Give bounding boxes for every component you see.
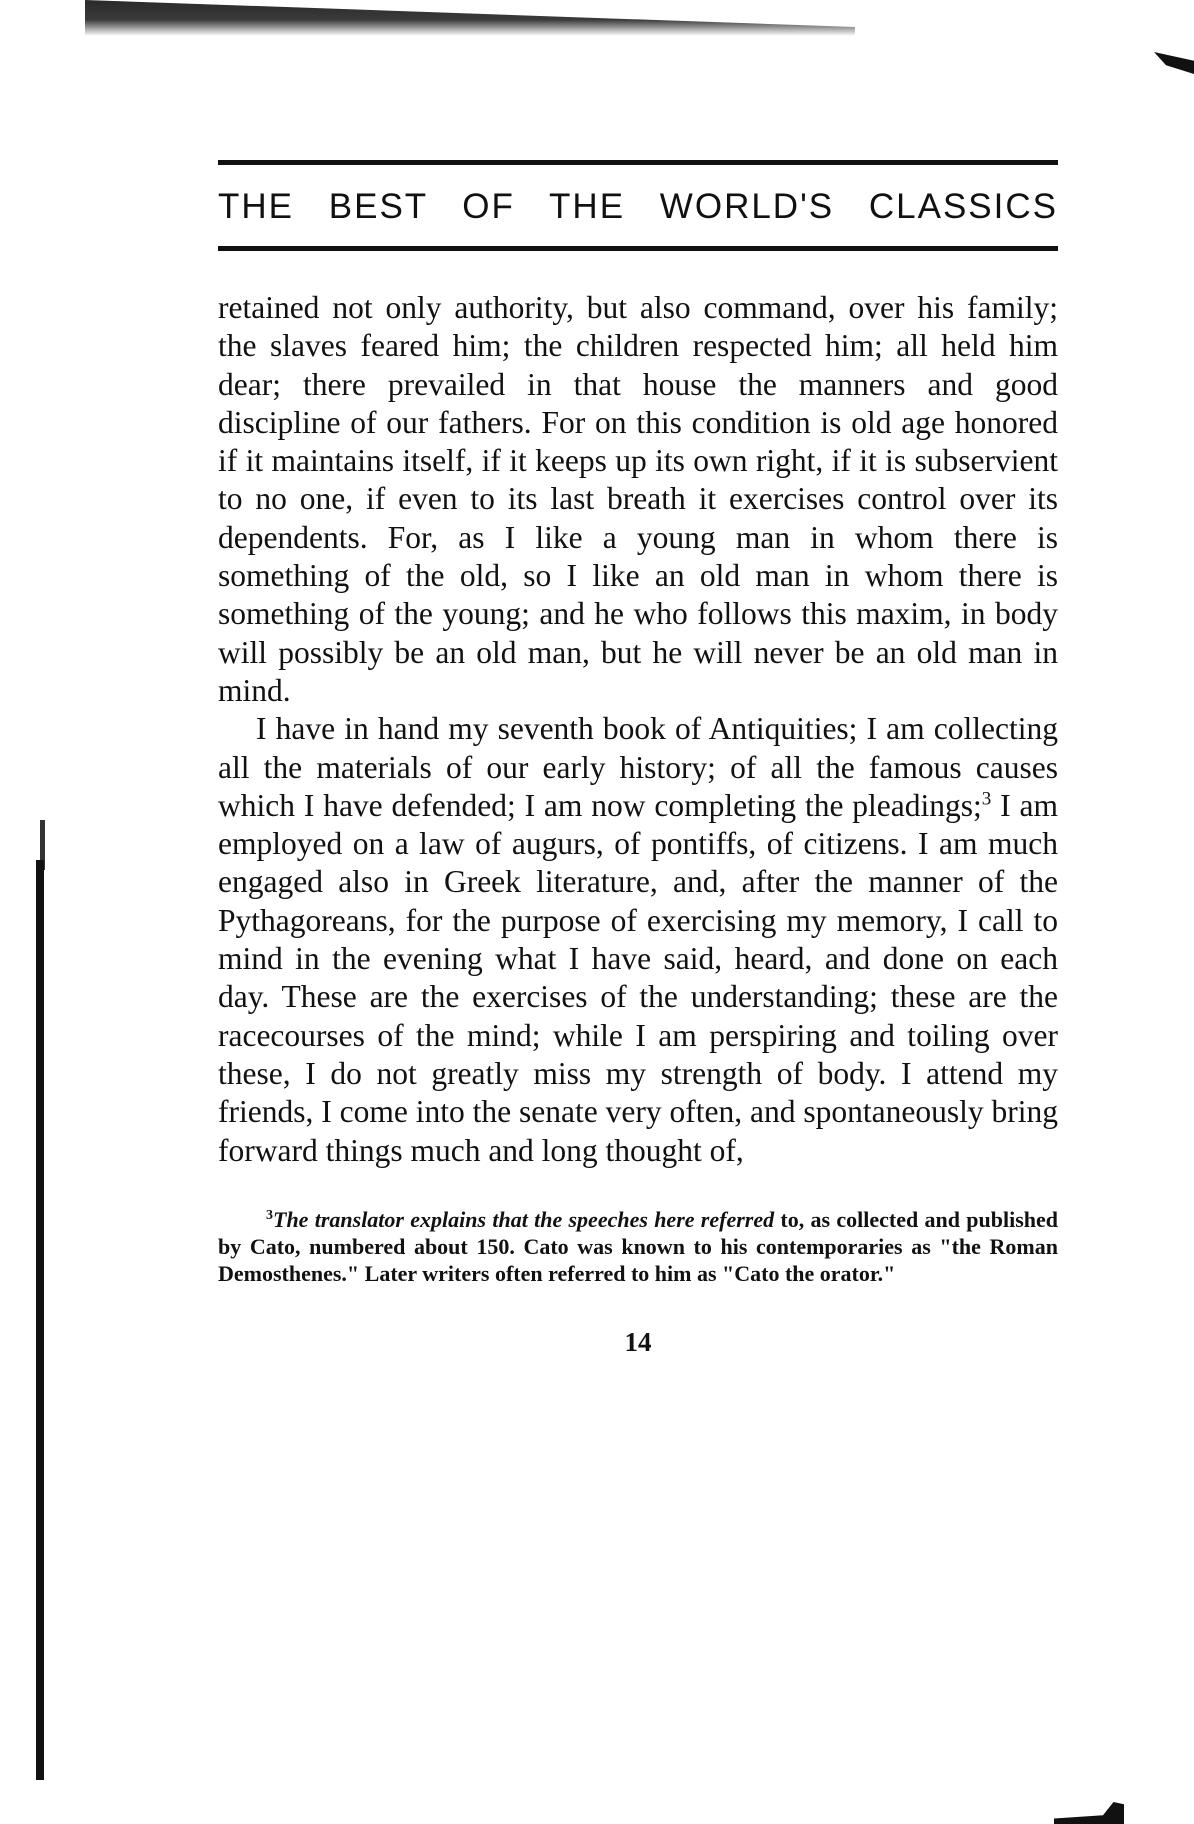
scan-edge-shadow-left (36, 860, 44, 1780)
running-head: THE BEST OF THE WORLD'S CLASSICS (218, 187, 1058, 226)
paragraph-2-part-1: I have in hand my seventh book of Antiquities; I am collecting all the materials of our early history; of all the famous causes which I have defended; I am now completing the pleadings; (218, 711, 1058, 823)
footnote-lead: The translator explains that the speeches here referred (273, 1206, 775, 1232)
page-number: 14 (624, 1326, 652, 1357)
scan-edge-shadow-top (85, 0, 855, 36)
footnote (218, 1206, 1058, 1287)
body-text (218, 289, 1058, 1170)
header-rule-top (218, 160, 1058, 165)
book-page (218, 160, 1058, 1358)
footnote-mark: 3 (266, 1207, 273, 1223)
paragraph-2-part-2: I am employed on a law of augurs, of pontiffs, of citizens. I am much engaged also in Greek literature, and, after the manner of the Pythagoreans, for the purpose of exercising my memory, I call to mind in the evening what I have said, heard, and done on each day. These are the exercises of the understanding; these are the racecourses of the mind; while I am perspiring and toiling over these, I do not greatly miss my strength of body. I attend my friends, I come into the senate very often, and spontaneously bring forward things much and long thought of, (218, 787, 1058, 1168)
footnote-reference[interactable]: 3 (981, 788, 992, 810)
paragraph-2 (218, 710, 1058, 1170)
header-rule-bottom (218, 246, 1058, 251)
footnote-text: to, as collected and published by Cato, numbered about 150. Cato was known to his contemporaries as "the Roman Demosthenes." Later writers often referred to him as "Cato the orator." (218, 1206, 1058, 1286)
scan-edge-mark-bottom-right (1054, 1802, 1124, 1824)
paragraph-1: retained not only authority, but also command, over his family; the slaves feared him; the children respected him; all held him dear; there prevailed in that house the manners and good discipline of our fathers. For on this condition is old age honored if it maintains itself, if it keeps up its own right, if it is subservient to no one, if even to its last breath it exercises control over its dependents. For, as I like a young man in whom there is something of the old, so I like an old man in whom there is something of the young; and he who follows this maxim, in body will possibly be an old man, but he will never be an old man in mind. (218, 290, 1058, 708)
scan-edge-mark-top-right (1154, 52, 1194, 74)
